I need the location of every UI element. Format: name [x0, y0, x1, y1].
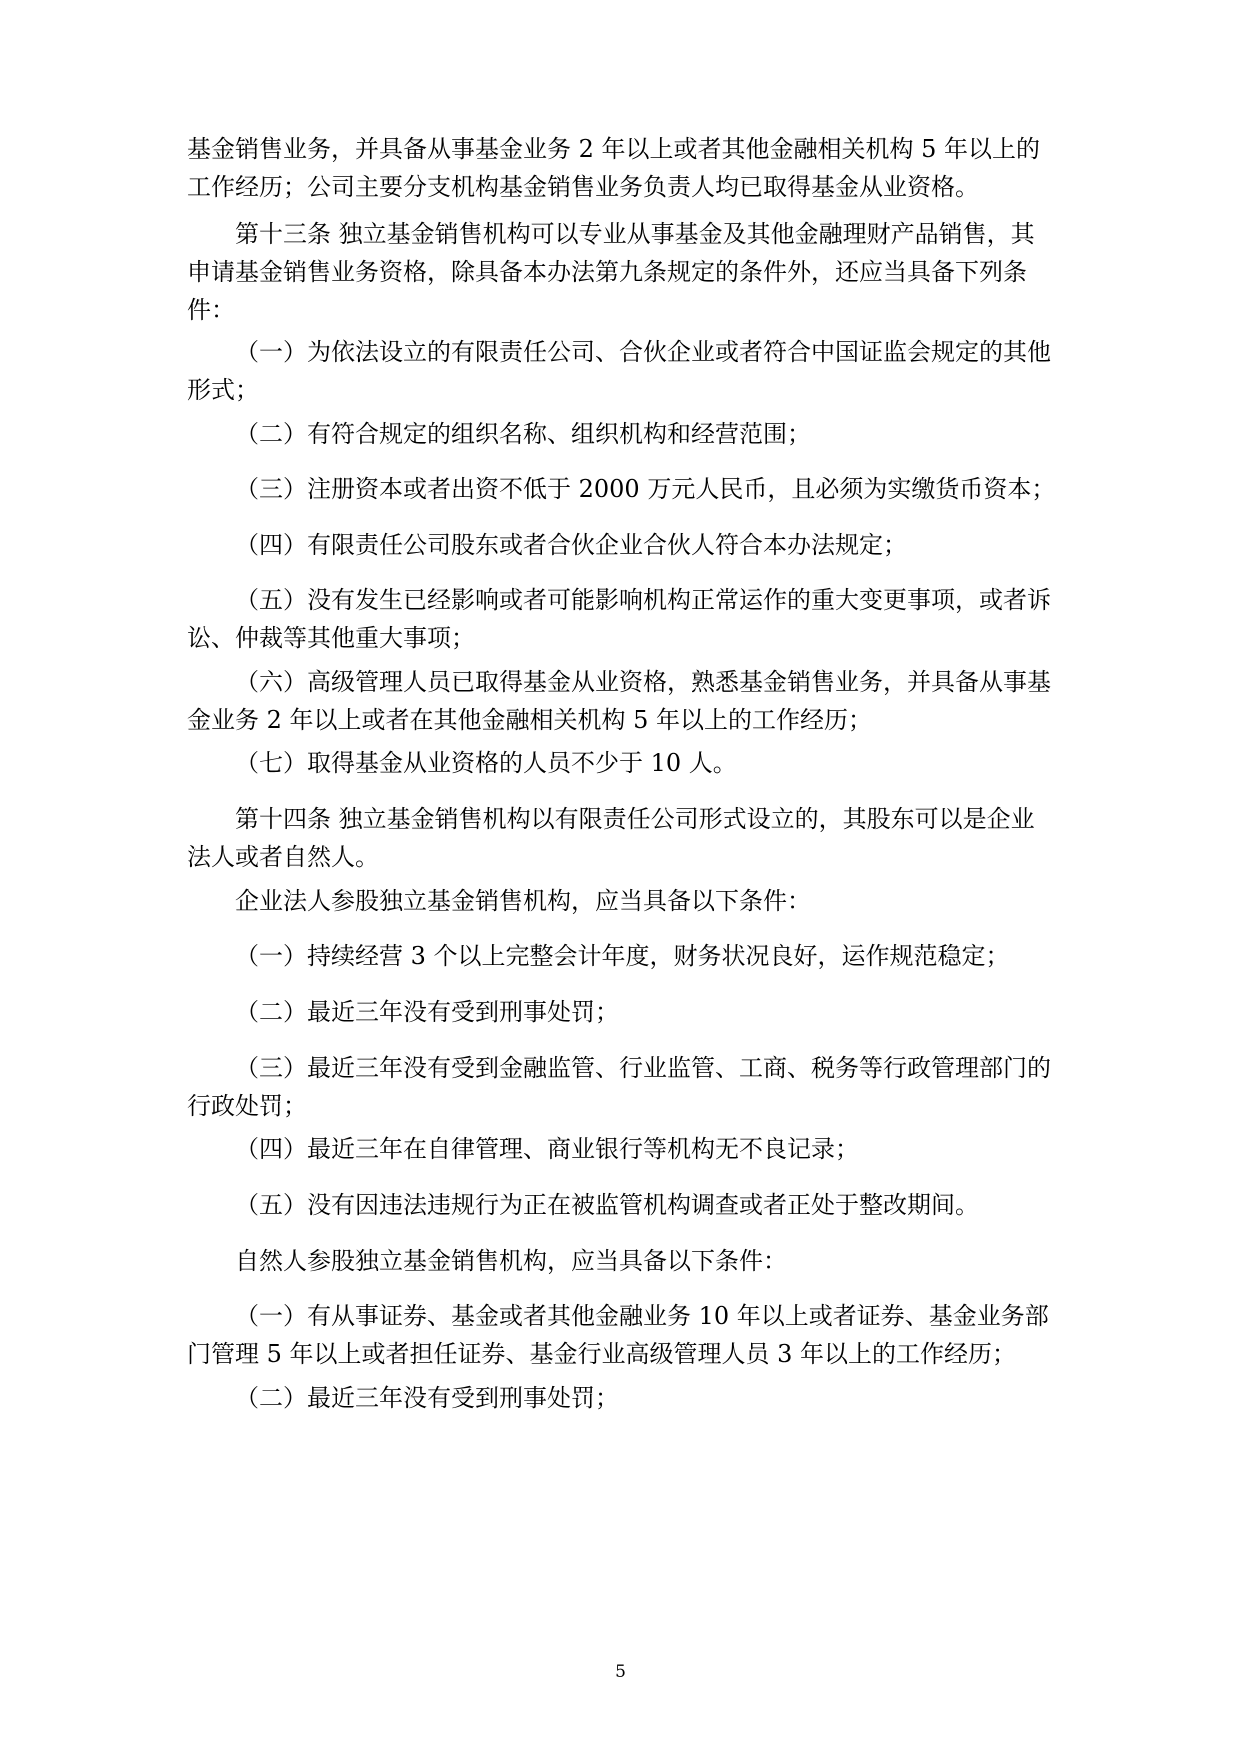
article-13-item-6: （六）高级管理人员已取得基金从业资格，熟悉基金销售业务，并具备从事基金业务 2 年以上或者在其他金融相关机构 5 年以上的工作经历；	[187, 668, 1051, 734]
article-13-item-4: （四）有限责任公司股东或者合伙企业合伙人符合本办法规定；	[235, 531, 907, 559]
page-number: 5	[615, 1662, 626, 1682]
corporate-condition-5: （五）没有因违法违规行为正在被监管机构调查或者正处于整改期间。	[235, 1191, 979, 1219]
paragraph-continuation: 基金销售业务，并具备从事基金业务 2 年以上或者其他金融相关机构 5 年以上的工作经历；公司主要分支机构基金销售业务负责人均已取得基金从业资格。	[187, 135, 1041, 201]
corporate-condition-1: （一）持续经营 3 个以上完整会计年度，财务状况良好，运作规范稳定；	[235, 942, 1010, 970]
corporate-condition-3: （三）最近三年没有受到金融监管、行业监管、工商、税务等行政管理部门的行政处罚；	[187, 1054, 1051, 1120]
individual-shareholder-intro: 自然人参股独立基金销售机构，应当具备以下条件：	[235, 1247, 787, 1275]
corporate-condition-4: （四）最近三年在自律管理、商业银行等机构无不良记录；	[235, 1135, 859, 1163]
corporate-condition-2: （二）最近三年没有受到刑事处罚；	[235, 998, 619, 1026]
article-13-item-1: （一）为依法设立的有限责任公司、合伙企业或者符合中国证监会规定的其他形式；	[187, 338, 1051, 404]
article-13-item-3: （三）注册资本或者出资不低于 2000 万元人民币，且必须为实缴货币资本；	[235, 475, 1056, 503]
individual-condition-2: （二）最近三年没有受到刑事处罚；	[235, 1384, 619, 1412]
article-14-paragraph: 第十四条 独立基金销售机构以有限责任公司形式设立的，其股东可以是企业法人或者自然人。	[187, 805, 1035, 871]
article-13-item-5: （五）没有发生已经影响或者可能影响机构正常运作的重大变更事项，或者诉讼、仲裁等其他重大事项；	[187, 586, 1051, 652]
article-13-item-2: （二）有符合规定的组织名称、组织机构和经营范围；	[235, 420, 811, 448]
article-13-paragraph: 第十三条 独立基金销售机构可以专业从事基金及其他金融理财产品销售，其申请基金销售业务资格，除具备本办法第九条规定的条件外，还应当具备下列条件：	[187, 220, 1035, 324]
article-13-item-7: （七）取得基金从业资格的人员不少于 10 人。	[235, 749, 737, 777]
individual-condition-1: （一）有从事证券、基金或者其他金融业务 10 年以上或者证券、基金业务部门管理 5 年以上或者担任证券、基金行业高级管理人员 3 年以上的工作经历；	[187, 1302, 1049, 1368]
corporate-shareholder-intro: 企业法人参股独立基金销售机构，应当具备以下条件：	[235, 887, 811, 915]
